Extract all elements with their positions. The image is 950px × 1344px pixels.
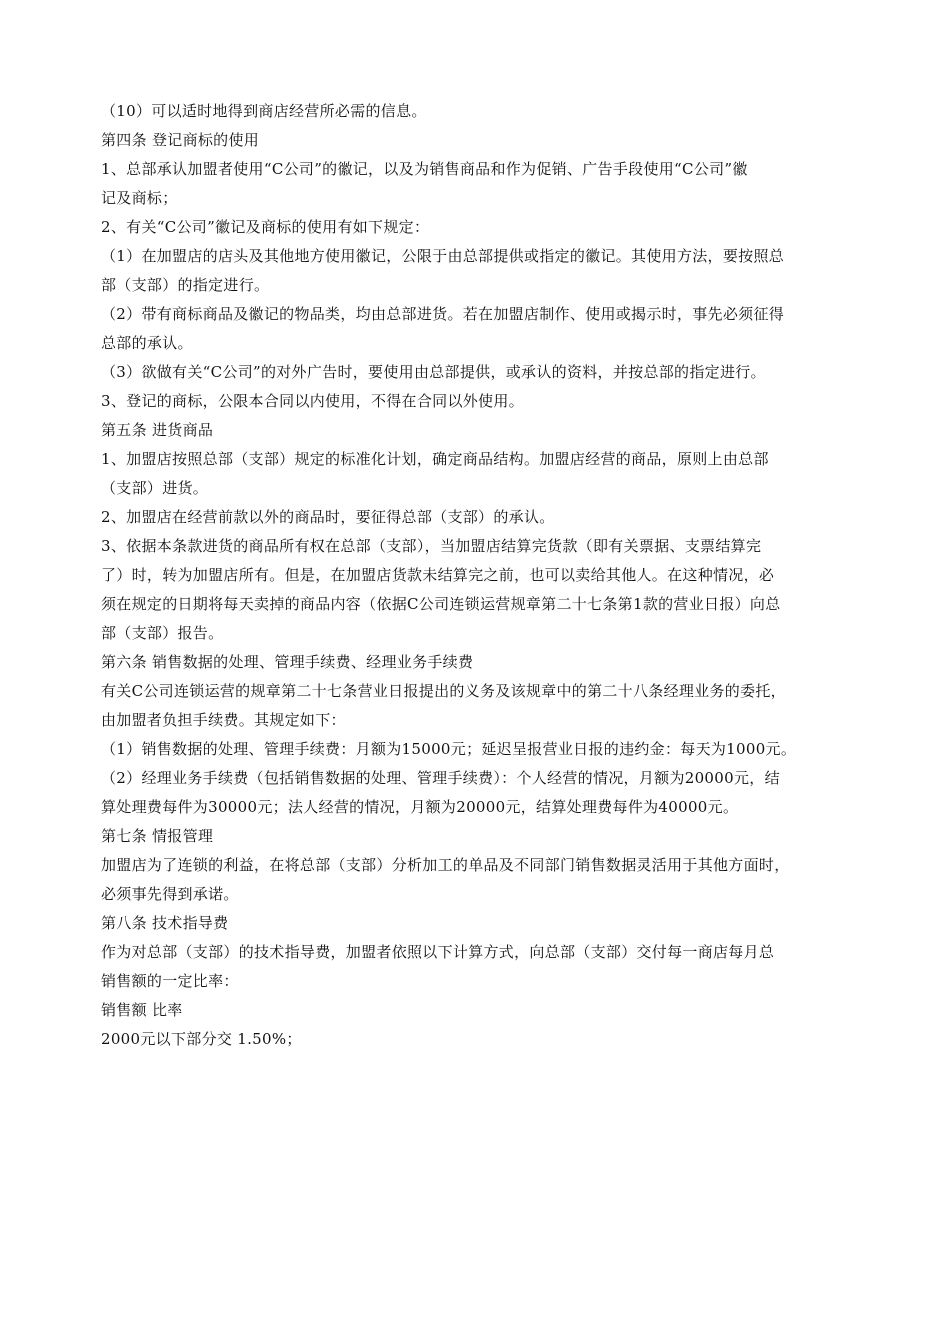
text-line: 总部的承认。 [101,334,193,352]
text-line: 作为对总部（支部）的技术指导费，加盟者依照以下计算方式，向总部（支部）交付每一商店每月总 [101,943,775,961]
section-heading: 第六条 销售数据的处理、管理手续费、经理业务手续费 [101,653,474,671]
text-line: 须在规定的日期将每天卖掉的商品内容（依据C公司连锁运营规章第二十七条第1款的营业日报）向总 [101,595,781,613]
text-line: 2、有关“C公司”徽记及商标的使用有如下规定： [101,218,430,236]
text-line: （3）欲做有关“C公司”的对外广告时，要使用由总部提供，或承认的资料，并按总部的指定进行。 [101,363,766,381]
text-line: （10）可以适时地得到商店经营所必需的信息。 [101,102,427,120]
text-line: 算处理费每件为30000元；法人经营的情况，月额为20000元，结算处理费每件为40000元。 [101,798,739,816]
section-heading: 第八条 技术指导费 [101,914,229,932]
text-line: 记及商标； [101,189,178,207]
text-line: 必须事先得到承诺。 [101,885,239,903]
text-line: （支部）进货。 [101,479,209,497]
section-heading: 第七条 情报管理 [101,827,214,845]
text-line: 3、依据本条款进货的商品所有权在总部（支部），当加盟店结算完货款（即有关票据、支票结算完 [101,537,762,555]
text-line: 由加盟者负担手续费。其规定如下： [101,711,346,729]
text-line: 3、登记的商标，公限本合同以内使用，不得在合同以外使用。 [101,392,524,410]
text-line: 部（支部）的指定进行。 [101,276,270,294]
section-heading: 第四条 登记商标的使用 [101,131,260,149]
document-body [101,97,861,1054]
section-heading: 第五条 进货商品 [101,421,214,439]
text-line: （2）带有商标商品及徽记的物品类，均由总部进货。若在加盟店制作、使用或揭示时，事先必须征得 [101,305,785,323]
text-line: （2）经理业务手续费（包括销售数据的处理、管理手续费）：个人经营的情况，月额为20000元，结 [101,769,780,787]
text-line: 2000元以下部分交 1.50%； [101,1030,302,1048]
text-line: （1）在加盟店的店头及其他地方使用徽记，公限于由总部提供或指定的徽记。其使用方法，要按照总 [101,247,785,265]
table-header-line: 销售额 比率 [101,1001,183,1019]
text-line: 部（支部）报告。 [101,624,224,642]
text-line: 销售额的一定比率： [101,972,239,990]
text-line: 1、加盟店按照总部（支部）规定的标准化计划，确定商品结构。加盟店经营的商品，原则上由总部 [101,450,769,468]
text-line: 2、加盟店在经营前款以外的商品时，要征得总部（支部）的承认。 [101,508,555,526]
text-line: 了）时，转为加盟店所有。但是，在加盟店货款未结算完之前，也可以卖给其他人。在这种情况，必 [101,566,775,584]
text-line: （1）销售数据的处理、管理手续费：月额为15000元；延迟呈报营业日报的违约金：每天为1000元。 [101,740,797,758]
text-line: 加盟店为了连锁的利益，在将总部（支部）分析加工的单品及不同部门销售数据灵活用于其他方面时， [101,856,790,874]
text-line: 1、总部承认加盟者使用“C公司”的徽记，以及为销售商品和作为促销、广告手段使用“C公司”徽 [101,160,748,178]
text-line: 有关C公司连锁运营的规章第二十七条营业日报提出的义务及该规章中的第二十八条经理业务的委托， [101,682,786,700]
